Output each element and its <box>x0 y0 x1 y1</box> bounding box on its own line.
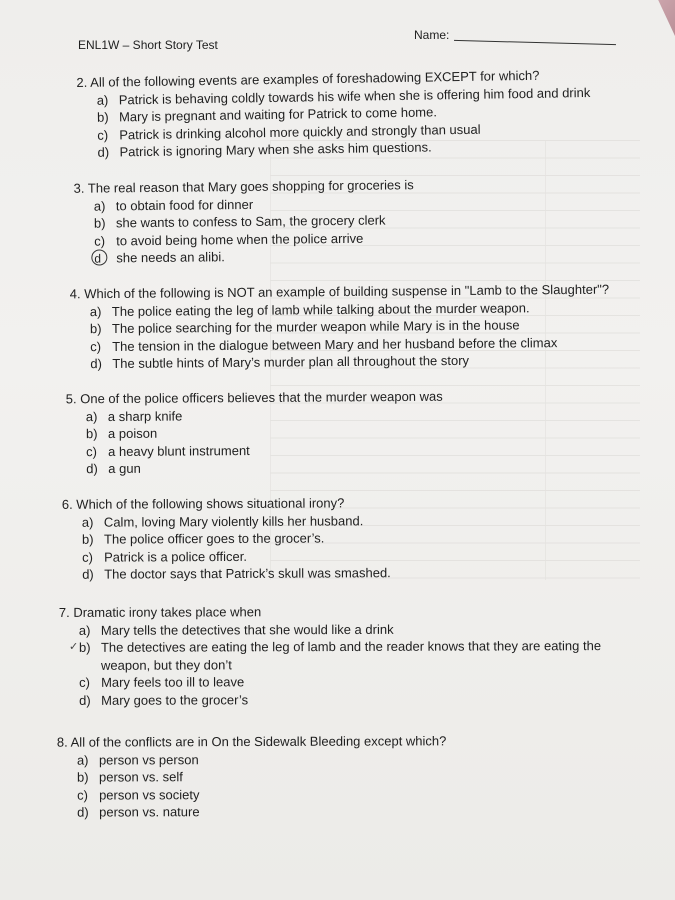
option-text: The doctor says that Patrick’s skull was smashed. <box>104 565 391 583</box>
option-text: she needs an alibi. <box>116 249 225 266</box>
option-text: The subtle hints of Mary’s murder plan all throughout the story <box>112 353 470 372</box>
option-text: The detectives are eating the leg of lamb and the reader knows that they are eating the weapon, but they don’t <box>100 638 602 673</box>
question-stem: 4. Which of the following is NOT an example of building suspense in "Lamb to the Slaughter"? <box>69 281 610 302</box>
option-b <box>77 768 447 787</box>
option-c <box>79 672 621 691</box>
name-label: Name: <box>414 28 450 42</box>
option-text: The tension in the dialogue between Mary and her husband before the climax <box>112 334 558 354</box>
option-letter: b) <box>76 769 89 785</box>
name-blank-line <box>454 40 616 45</box>
option-text: a heavy blunt instrument <box>108 442 250 459</box>
option-b <box>68 637 621 674</box>
option-letter: d) <box>97 144 110 161</box>
question-4 <box>70 281 610 374</box>
question-stem: 6. Which of the following shows situational irony? <box>61 495 345 512</box>
option-text: a poison <box>107 425 158 442</box>
question-2 <box>76 66 591 162</box>
question-stem: 5. One of the police officers believes that the murder weapon was <box>65 388 443 407</box>
option-letter: a) <box>96 92 109 108</box>
option-letter-wrap <box>68 639 101 674</box>
option-letter: a) <box>89 303 102 319</box>
option-text: The police searching for the murder weapon while Mary is in the house <box>111 317 520 337</box>
checkmark-icon: ✓ <box>68 641 79 654</box>
option-text: to avoid being home when the police arrive <box>116 230 364 249</box>
question-8 <box>57 732 447 821</box>
option-a <box>79 620 621 639</box>
option-d-circled <box>94 247 414 269</box>
option-letter: c) <box>90 338 102 354</box>
option-letter: a) <box>76 752 89 768</box>
option-letter: b) <box>96 109 109 125</box>
option-letter: d) <box>82 567 94 583</box>
question-stem: 2. All of the following events are examples of foreshadowing EXCEPT for which? <box>76 67 540 91</box>
question-stem: 7. Dramatic irony takes place when <box>58 604 262 620</box>
option-letter: c) <box>94 233 106 249</box>
question-stem: 8. All of the conflicts are in On the Sidewalk Bleeding except which? <box>56 733 447 750</box>
option-text: person vs person <box>98 751 199 768</box>
question-6 <box>62 494 391 584</box>
option-text: The police officer goes to the grocer’s. <box>103 530 325 547</box>
option-b <box>94 211 414 232</box>
option-letter: d) <box>90 356 102 372</box>
course-title: ENL1W – Short Story Test <box>78 38 218 52</box>
page-corner <box>647 0 675 36</box>
option-c <box>82 547 391 566</box>
option-letter: a) <box>81 514 94 530</box>
option-letter: d) <box>79 692 91 708</box>
option-letter: b) <box>78 640 91 656</box>
option-text: person vs society <box>99 786 200 803</box>
question-7 <box>59 602 621 710</box>
option-text: a sharp knife <box>107 408 183 424</box>
option-text: Patrick is a police officer. <box>104 548 247 565</box>
option-letter: d) <box>77 804 89 820</box>
option-letter: a) <box>85 408 98 424</box>
option-d <box>79 690 621 709</box>
option-text: The police eating the leg of lamb while talking about the murder weapon. <box>111 299 530 319</box>
option-text: Mary tells the detectives that she would like a drink <box>100 621 394 638</box>
option-text: person vs. self <box>98 769 183 785</box>
circled-answer <box>94 250 116 269</box>
option-d <box>82 565 391 584</box>
option-text: to obtain food for dinner <box>115 196 254 213</box>
option-text: a gun <box>108 461 141 477</box>
option-letter: b) <box>93 215 106 231</box>
option-letter: b) <box>85 426 98 442</box>
question-5 <box>66 388 444 479</box>
option-d <box>77 803 447 822</box>
option-a <box>77 750 447 769</box>
option-letter: a) <box>78 622 91 638</box>
question-stem: 3. The real reason that Mary goes shopping for groceries is <box>73 177 414 196</box>
option-letter: a) <box>93 198 106 214</box>
option-letter: c) <box>97 127 109 143</box>
option-letter: d <box>94 251 102 266</box>
option-text: Patrick is behaving coldly towards his wife when she is offering him food and drink <box>118 84 591 107</box>
option-text: Calm, loving Mary violently kills her husband. <box>103 512 364 530</box>
option-letter: b) <box>81 531 94 547</box>
option-letter: c) <box>79 675 90 691</box>
option-text: Patrick is ignoring Mary when she asks him questions. <box>119 139 432 160</box>
option-letter: c) <box>86 443 98 459</box>
option-letter: c) <box>77 787 88 803</box>
option-letter: b) <box>89 321 102 337</box>
option-text: Mary is pregnant and waiting for Patrick to come home. <box>118 104 438 125</box>
option-text: person vs. nature <box>99 804 200 820</box>
option-d <box>86 458 443 478</box>
option-letter: d) <box>86 461 98 477</box>
option-a <box>82 512 391 531</box>
question-3 <box>74 176 415 269</box>
option-c <box>77 785 447 804</box>
option-text: Mary goes to the grocer’s <box>101 692 249 708</box>
option-text: she wants to confess to Sam, the grocery clerk <box>115 212 386 231</box>
option-text: Mary feels too ill to leave <box>101 674 245 691</box>
option-b <box>82 529 391 548</box>
option-letter: c) <box>82 549 93 565</box>
option-text: Patrick is drinking alcohol more quickly and strongly than usual <box>119 121 481 143</box>
